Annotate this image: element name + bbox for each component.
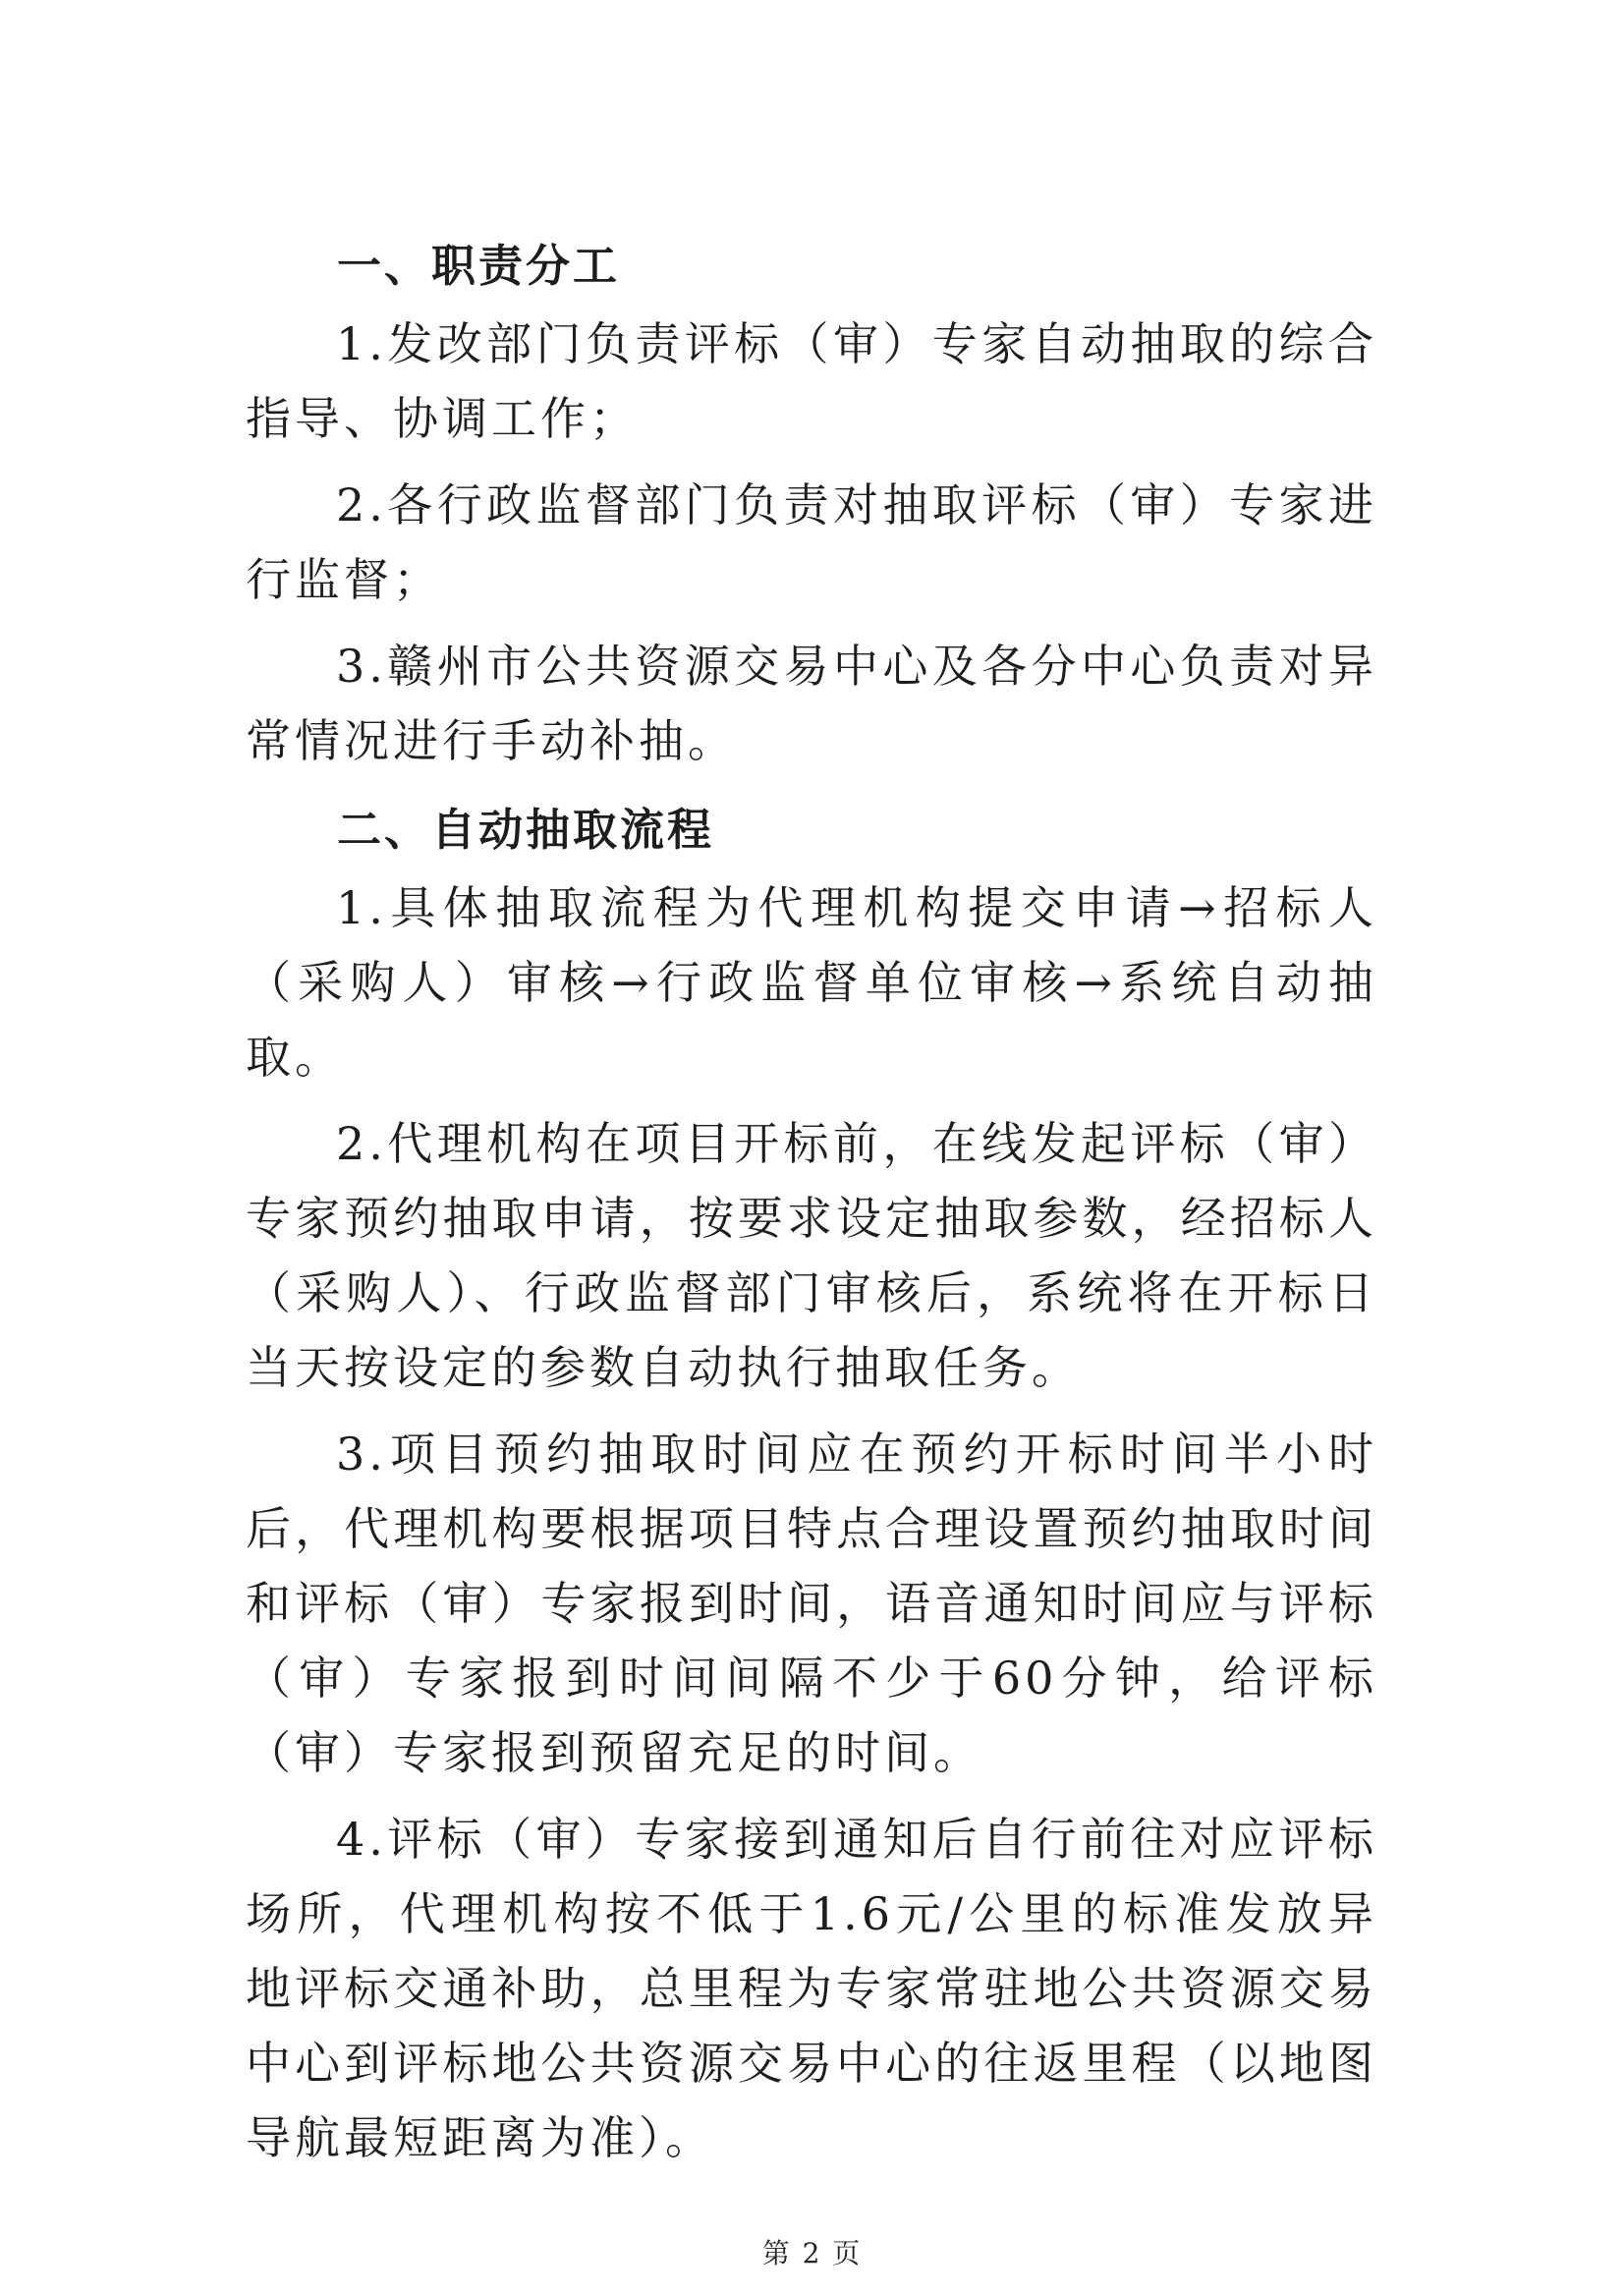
paragraph: 1.发改部门负责评标（审）专家自动抽取的综合指导、协调工作； — [246, 317, 1377, 445]
paragraph: 2.各行政监督部门负责对抽取评标（审）专家进行监督； — [246, 478, 1377, 606]
document-body — [246, 226, 1377, 2187]
page-number: 第 2 页 — [761, 2237, 863, 2269]
paragraph: 4.评标（审）专家接到通知后自行前往对应评标场所，代理机构按不低于1.6元/公里的标准发放异地评标交通补助，总里程为专家常驻地公共资源交易中心到评标地公共资源交易中心的往返里程（以地图导航最短距离为准）。 — [246, 1813, 1377, 2164]
section-heading-auto-extraction-process: 二、自动抽取流程 — [337, 804, 715, 856]
paragraph: 2.代理机构在项目开标前，在线发起评标（审）专家预约抽取申请，按要求设定抽取参数，经招标人（采购人）、行政监督部门审核后，系统将在开标日当天按设定的参数自动执行抽取任务。 — [246, 1117, 1377, 1394]
paragraph: 3.赣州市公共资源交易中心及各分中心负责对异常情况进行手动补抽。 — [246, 640, 1377, 767]
section-heading-responsibilities: 一、职责分工 — [337, 240, 621, 292]
paragraph: 1.具体抽取流程为代理机构提交申请→招标人（采购人）审核→行政监督单位审核→系统自动抽取。 — [246, 881, 1377, 1084]
paragraph: 3.项目预约抽取时间应在预约开标时间半小时后，代理机构要根据项目特点合理设置预约抽取时间和评标（审）专家报到时间，语音通知时间应与评标（审）专家报到时间间隔不少于60分钟，给评标（审）专家报到预留充足的时间。 — [246, 1427, 1377, 1779]
